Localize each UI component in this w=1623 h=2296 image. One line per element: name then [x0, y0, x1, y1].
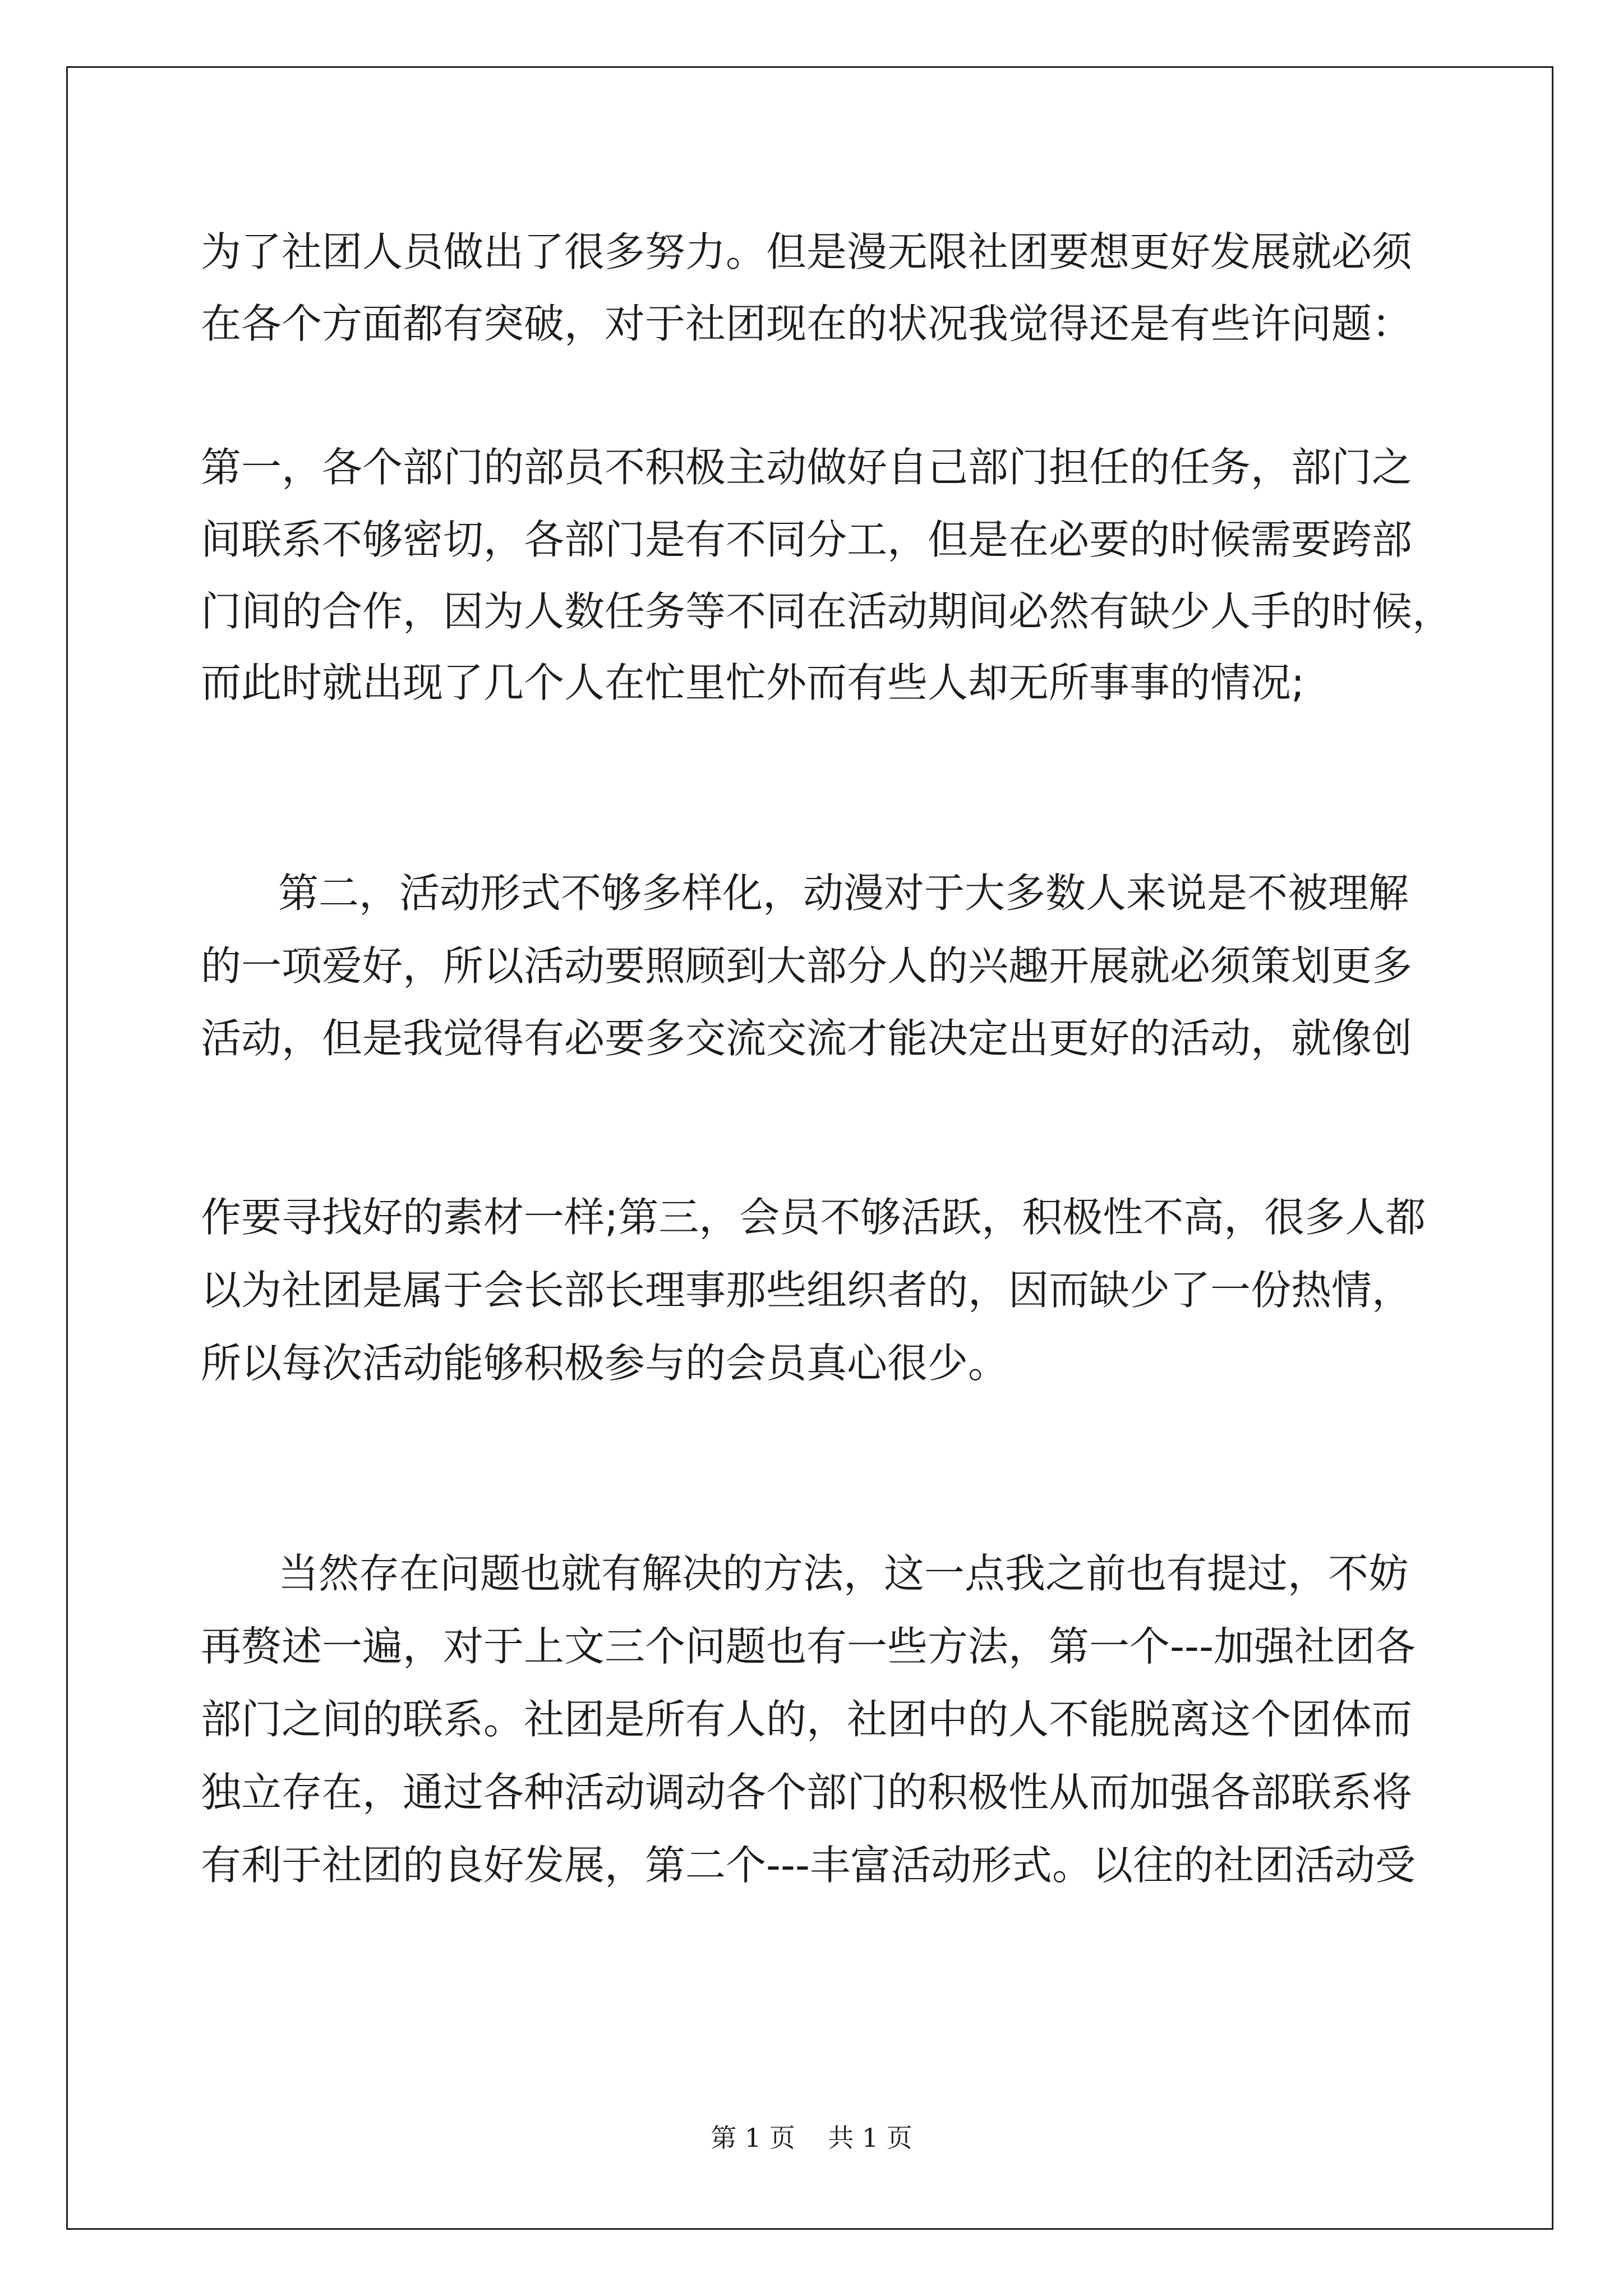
text-line: 为了社团人员做出了很多努力。但是漫无限社团要想更好发展就必须 — [201, 228, 1413, 275]
text-line: 部门之间的联系。社团是所有人的，社团中的人不能脱离这个团体而 — [201, 1696, 1413, 1743]
text-line: 作要寻找好的素材一样;第三，会员不够活跃，积极性不高，很多人都 — [201, 1194, 1426, 1241]
text-line: 而此时就出现了几个人在忙里忙外而有些人却无所事事的情况; — [201, 659, 1305, 706]
text-line: 的一项爱好，所以活动要照顾到大部分人的兴趣开展就必须策划更多 — [201, 942, 1413, 990]
text-line: 所以每次活动能够积极参与的会员真心很少。 — [201, 1340, 1009, 1387]
page-frame — [66, 66, 1553, 2230]
paragraph-first-line: 当然存在问题也就有解决的方法，这一点我之前也有提过，不妨 — [278, 1550, 1409, 1597]
text-line: 第一，各个部门的部员不积极主动做好自己部门担任的任务，部门之 — [201, 444, 1413, 491]
text-line: 活动，但是我觉得有必要多交流交流才能决定出更好的活动，就像创 — [201, 1015, 1413, 1062]
text-line: 以为社团是属于会长部长理事那些组织者的，因而缺少了一份热情， — [201, 1267, 1413, 1314]
page-number-footer: 第 1 页 共 1 页 — [711, 2123, 912, 2153]
text-line: 门间的合作，因为人数任务等不同在活动期间必然有缺少人手的时候， — [201, 588, 1453, 635]
paragraph-first-line: 第二，活动形式不够多样化，动漫对于大多数人来说是不被理解 — [278, 869, 1409, 917]
text-line: 再赘述一遍，对于上文三个问题也有一些方法，第一个---加强社团各 — [201, 1623, 1415, 1670]
text-line: 有利于社团的良好发展，第二个---丰富活动形式。以往的社团活动受 — [201, 1842, 1415, 1889]
text-line: 独立存在，通过各种活动调动各个部门的积极性从而加强各部联系将 — [201, 1769, 1413, 1816]
text-line: 在各个方面都有突破，对于社团现在的状况我觉得还是有些许问题： — [201, 300, 1413, 347]
text-line: 间联系不够密切，各部门是有不同分工，但是在必要的时候需要跨部 — [201, 516, 1413, 563]
